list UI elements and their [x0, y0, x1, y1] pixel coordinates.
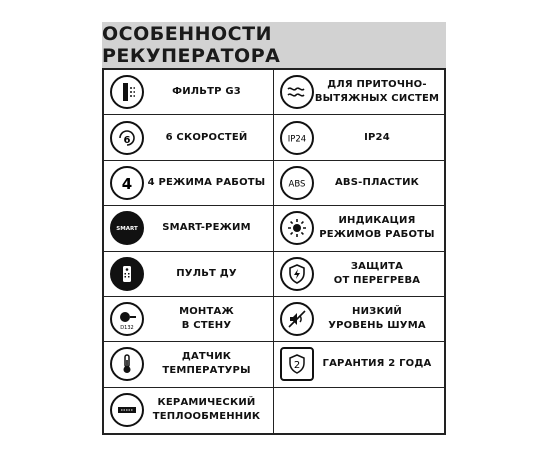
feature-cell-speeds [104, 115, 274, 160]
feature-cell-sensor [104, 342, 274, 387]
page-title: ОСОБЕННОСТИ РЕКУПЕРАТОРА [102, 22, 446, 68]
svg-text:6: 6 [123, 134, 131, 146]
feature-cell-remote [104, 252, 274, 297]
features-table [102, 68, 446, 435]
airflow-icon [280, 75, 314, 109]
indicator-icon [280, 211, 314, 245]
svg-text:SMART: SMART [116, 226, 138, 233]
feature-cell-empty [274, 388, 444, 433]
heat-exchanger-icon [110, 393, 144, 427]
svg-text:D132: D132 [120, 325, 134, 332]
svg-text:ABS: ABS [288, 179, 306, 190]
feature-cell-warranty [274, 342, 444, 387]
feature-cell-smart [104, 206, 274, 251]
feature-cell-mount [104, 297, 274, 342]
remote-control-icon [110, 257, 144, 291]
feature-label: IP24 [364, 131, 390, 143]
smart-icon [110, 211, 144, 245]
feature-label: МОНТАЖ В СТЕНУ [179, 306, 234, 332]
speed-six-icon [110, 121, 144, 155]
feature-label: НИЗКИЙ УРОВЕНЬ ШУМА [328, 306, 426, 332]
feature-label: ABS-ПЛАСТИК [334, 176, 420, 188]
overheat-shield-icon [280, 257, 314, 291]
feature-label: 4 РЕЖИМА РАБОТЫ [147, 176, 266, 188]
svg-text:IP24: IP24 [287, 134, 307, 145]
abs-icon [280, 166, 314, 200]
feature-label: ПУЛЬТ ДУ [176, 267, 237, 279]
feature-cell-filter [104, 70, 274, 115]
feature-cell-overheat [274, 252, 444, 297]
feature-label: SMART-РЕЖИМ [162, 222, 251, 234]
feature-cell-exchanger [104, 388, 274, 433]
feature-label: ИНДИКАЦИЯ РЕЖИМОВ РАБОТЫ [319, 215, 435, 241]
feature-label: 6 СКОРОСТЕЙ [165, 131, 248, 143]
low-noise-icon [280, 302, 314, 336]
feature-cell-modes [104, 161, 274, 206]
svg-text:2: 2 [293, 360, 301, 372]
filter-icon [110, 75, 144, 109]
feature-label: ФИЛЬТР G3 [172, 86, 241, 98]
feature-label: КЕРАМИЧЕСКИЙ ТЕПЛООБМЕННИК [152, 397, 261, 423]
feature-cell-ip24 [274, 115, 444, 160]
feature-cell-airflow [274, 70, 444, 115]
feature-cell-abs [274, 161, 444, 206]
mode-four-icon [110, 166, 144, 200]
feature-cell-indication [274, 206, 444, 251]
svg-text:4: 4 [121, 174, 133, 193]
feature-label: ДАТЧИК ТЕМПЕРАТУРЫ [162, 351, 251, 377]
wall-mount-icon [110, 302, 144, 336]
warranty-icon [280, 347, 314, 381]
ip24-icon [280, 121, 314, 155]
feature-cell-noise [274, 297, 444, 342]
feature-label: ГАРАНТИЯ 2 ГОДА [322, 358, 432, 370]
feature-label: ЗАЩИТА ОТ ПЕРЕГРЕВА [333, 260, 421, 286]
feature-label: ДЛЯ ПРИТОЧНО- ВЫТЯЖНЫХ СИСТЕМ [314, 79, 440, 105]
thermometer-icon [110, 347, 144, 381]
